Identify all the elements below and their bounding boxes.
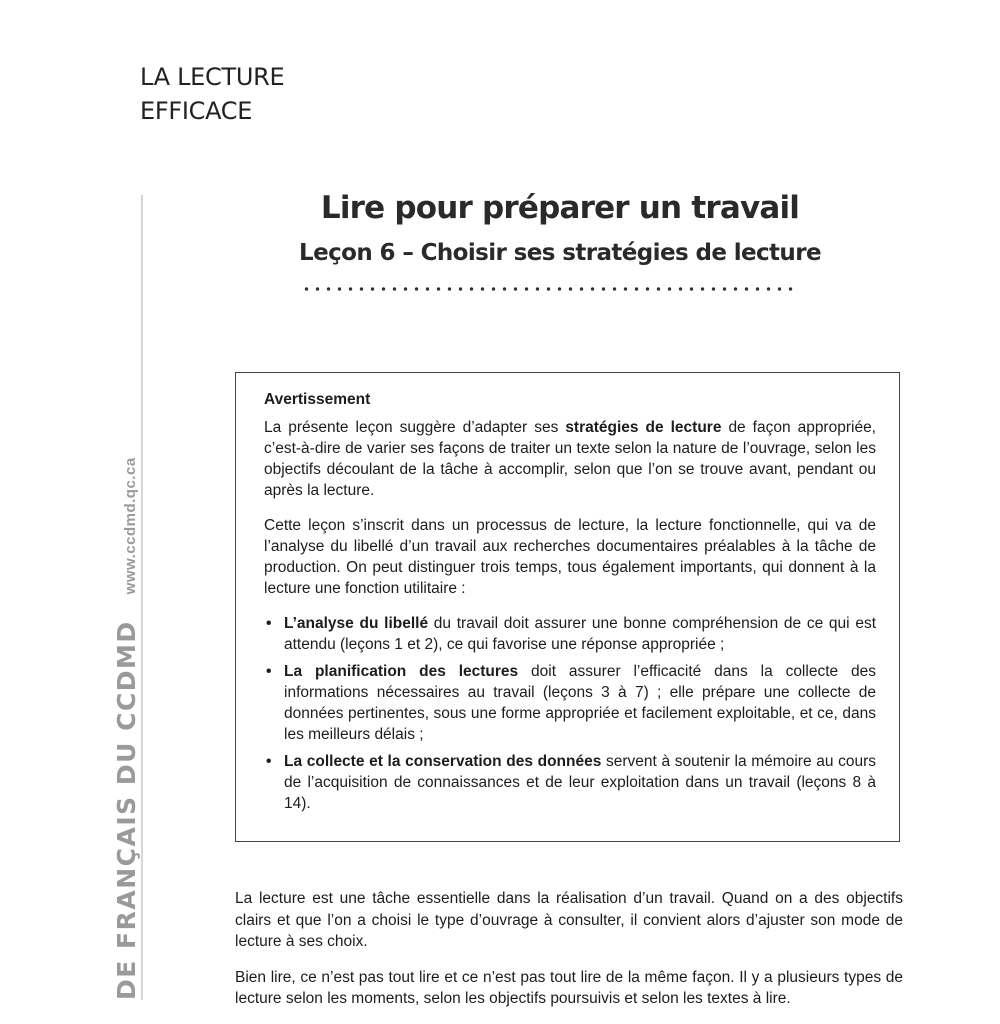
series-title-line1: LA LECTURE [140,63,285,91]
warning-content [264,389,876,820]
vertical-sidebar [112,457,141,1000]
sidebar-url: www.ccdmd.qc.ca [122,457,139,595]
margin-rule [141,195,143,1000]
warning-list [264,613,876,814]
sidebar-collection-title: DE FRANÇAIS DU CCDMD [112,620,141,1000]
warning-paragraph-2: Cette leçon s’inscrit dans un processus de lecture, la lecture fonctionnelle, qui va de l’analyse du libellé d’un travail aux recherches documentaires préalables à la tâche de production. On peut distinguer trois temps, tous également importants, qui donnent à la lecture une fonction utilitaire : [264,517,876,597]
warning-heading: Avertissement [264,391,371,408]
warning-paragraph-1 [264,417,876,501]
list-item [264,613,876,655]
list-item [264,661,876,745]
bullet-icon: • [266,753,272,770]
dotted-divider [301,286,799,292]
series-title [140,60,284,128]
bullet-icon: • [266,615,272,632]
series-title-line2: EFFICACE [140,97,253,125]
body-paragraph-2: Bien lire, ce n’est pas tout lire et ce n’est pas tout lire de la même façon. Il y a plusieurs types de lecture selon les moments, selon les objectifs poursuivis et selon les textes à lire. [235,968,903,1007]
text-run: doit assurer l’efficacité dans la collecte des informations nécessaires au travail (leçons 3 à 7) ; elle prépare une collecte de données pertinentes, sous une forme appropriée et facilement exploitable, et ce, dans les meilleurs délais ; [284,663,876,743]
bold-term: La collecte et la conservation des données [284,753,602,770]
bold-term: L’analyse du libellé [284,615,429,632]
bullet-icon: • [266,663,272,680]
bold-term: stratégies de lecture [565,419,722,436]
body-paragraph-1: La lecture est une tâche essentielle dans la réalisation d’un travail. Quand on a des objectifs clairs et que l’on a choisi le type d’ouvrage à consulter, il convient alors d’ajuster son mode de lecture à ses choix. [235,890,903,950]
text-run: servent à soutenir la mémoire au cours de l’acquisition de connaissances et de leur exploitation dans un travail (leçons 8 à 14). [284,753,877,812]
warning-box [235,372,900,842]
list-item [264,751,876,814]
page-title: Lire pour préparer un travail [320,190,800,226]
text-run: La présente leçon suggère d’adapter ses [264,419,566,436]
body-text [235,888,903,1024]
bold-term: La planification des lectures [284,663,519,680]
text-run: de façon appropriée, c’est-à-dire de varier ses façons de traiter un texte selon la nature de l’ouvrage, selon les objectifs découlant de la tâche à accomplir, selon que l’on se trouve avant, pendant ou après la lecture. [264,419,876,499]
text-run: du travail doit assurer une bonne compréhension de ce qui est attendu (leçons 1 et 2), ce qui favorise une réponse appropriée ; [284,615,877,653]
lesson-subtitle: Leçon 6 – Choisir ses stratégies de lecture [299,240,821,266]
